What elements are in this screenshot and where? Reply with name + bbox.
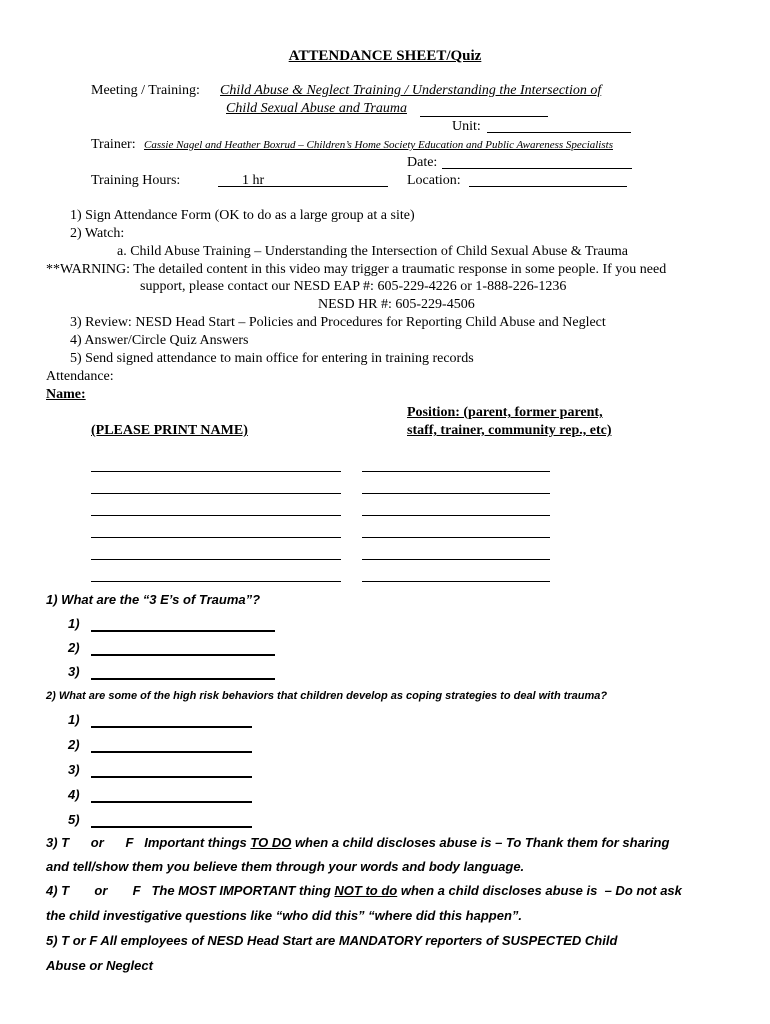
attendance-label: Attendance: xyxy=(46,369,114,384)
answer-field[interactable] xyxy=(91,726,252,728)
answer-field[interactable] xyxy=(91,751,252,753)
quiz-question-1: 1) What are the “3 E’s of Trauma”? xyxy=(46,592,261,607)
step-5: 5) Send signed attendance to main office for entering in training records xyxy=(70,351,474,366)
unit-label: Unit: xyxy=(452,119,481,134)
answer-field[interactable] xyxy=(91,776,252,778)
warning-line-2: support, please contact our NESD EAP #: 605-229-4226 or 1-888-226-1236 xyxy=(140,279,567,294)
attendance-name-field[interactable] xyxy=(91,537,341,538)
attendance-name-field[interactable] xyxy=(91,581,341,582)
page-title: ATTENDANCE SHEET/Quiz xyxy=(288,48,482,64)
location-label: Location: xyxy=(407,173,461,188)
trainer-label: Trainer: xyxy=(91,137,136,152)
step-2a: a. Child Abuse Training – Understanding the Intersection of Child Sexual Abuse & Trauma xyxy=(117,244,628,259)
location-field[interactable] xyxy=(469,186,627,187)
attendance-position-field[interactable] xyxy=(362,493,550,494)
answer-number: 2) xyxy=(68,737,80,752)
quiz-question-3-line2: and tell/show them you believe them through your words and body language. xyxy=(46,859,525,874)
trainer-value: Cassie Nagel and Heather Boxrud – Children’s Home Society Education and Public Awareness Specialists xyxy=(144,139,613,151)
answer-number: 3) xyxy=(68,664,80,679)
answer-number: 1) xyxy=(68,616,80,631)
answer-number: 1) xyxy=(68,712,80,727)
position-label-2: staff, trainer, community rep., etc) xyxy=(407,423,612,438)
quiz-question-3-emphasis: TO DO xyxy=(250,835,292,850)
quiz-question-4[interactable] xyxy=(46,883,682,898)
training-hours-label: Training Hours: xyxy=(91,173,181,188)
quiz-question-3-prefix: 3) T or F Important things xyxy=(46,835,251,850)
step-2: 2) Watch: xyxy=(70,226,125,241)
attendance-position-field[interactable] xyxy=(362,559,550,560)
answer-field[interactable] xyxy=(91,678,275,680)
quiz-question-4-suffix: when a child discloses abuse is – Do not ask xyxy=(397,883,682,898)
print-name-label: (PLEASE PRINT NAME) xyxy=(91,423,248,438)
quiz-question-4-prefix: 4) T or F The MOST IMPORTANT thing xyxy=(46,883,335,898)
quiz-question-2: 2) What are some of the high risk behaviors that children develop as coping strategies to deal with trauma? xyxy=(46,690,608,702)
attendance-position-field[interactable] xyxy=(362,581,550,582)
quiz-question-4-line2: the child investigative questions like “who did this” “where did this happen”. xyxy=(46,908,523,923)
attendance-name-field[interactable] xyxy=(91,493,341,494)
answer-field[interactable] xyxy=(91,826,252,828)
quiz-question-3[interactable] xyxy=(46,835,669,850)
date-label: Date: xyxy=(407,155,438,170)
quiz-question-5-line2: Abuse or Neglect xyxy=(46,958,153,973)
quiz-question-4-emphasis: NOT to do xyxy=(334,883,398,898)
attendance-position-field[interactable] xyxy=(362,515,550,516)
meeting-value-line2: Child Sexual Abuse and Trauma xyxy=(226,101,407,116)
attendance-position-field[interactable] xyxy=(362,537,550,538)
attendance-name-field[interactable] xyxy=(91,559,341,560)
quiz-question-3-suffix: when a child discloses abuse is – To Thank them for sharing xyxy=(291,835,670,850)
quiz-question-5[interactable]: 5) T or F All employees of NESD Head Start are MANDATORY reporters of SUSPECTED Child xyxy=(46,933,618,948)
training-hours-value: 1 hr xyxy=(242,173,265,188)
attendance-name-field[interactable] xyxy=(91,471,341,472)
step-1: 1) Sign Attendance Form (OK to do as a large group at a site) xyxy=(70,208,415,223)
step-4: 4) Answer/Circle Quiz Answers xyxy=(70,333,249,348)
name-label: Name: xyxy=(46,387,86,402)
answer-number: 4) xyxy=(68,787,80,802)
attendance-name-field[interactable] xyxy=(91,515,341,516)
unit-field[interactable] xyxy=(487,132,631,133)
answer-field[interactable] xyxy=(91,801,252,803)
answer-field[interactable] xyxy=(91,630,275,632)
meeting-line xyxy=(420,116,548,117)
answer-number: 3) xyxy=(68,762,80,777)
answer-number: 5) xyxy=(68,812,80,827)
step-3: 3) Review: NESD Head Start – Policies and Procedures for Reporting Child Abuse and Neglect xyxy=(70,315,606,330)
warning-line-1: **WARNING: The detailed content in this video may trigger a traumatic response in some people. If you need xyxy=(46,262,667,277)
answer-field[interactable] xyxy=(91,654,275,656)
answer-number: 2) xyxy=(68,640,80,655)
meeting-value-line1: Child Abuse & Neglect Training / Understanding the Intersection of xyxy=(220,83,602,98)
meeting-label: Meeting / Training: xyxy=(91,83,200,98)
attendance-position-field[interactable] xyxy=(362,471,550,472)
date-field[interactable] xyxy=(442,168,632,169)
warning-line-3: NESD HR #: 605-229-4506 xyxy=(318,297,475,312)
position-label-1: Position: (parent, former parent, xyxy=(407,405,603,420)
